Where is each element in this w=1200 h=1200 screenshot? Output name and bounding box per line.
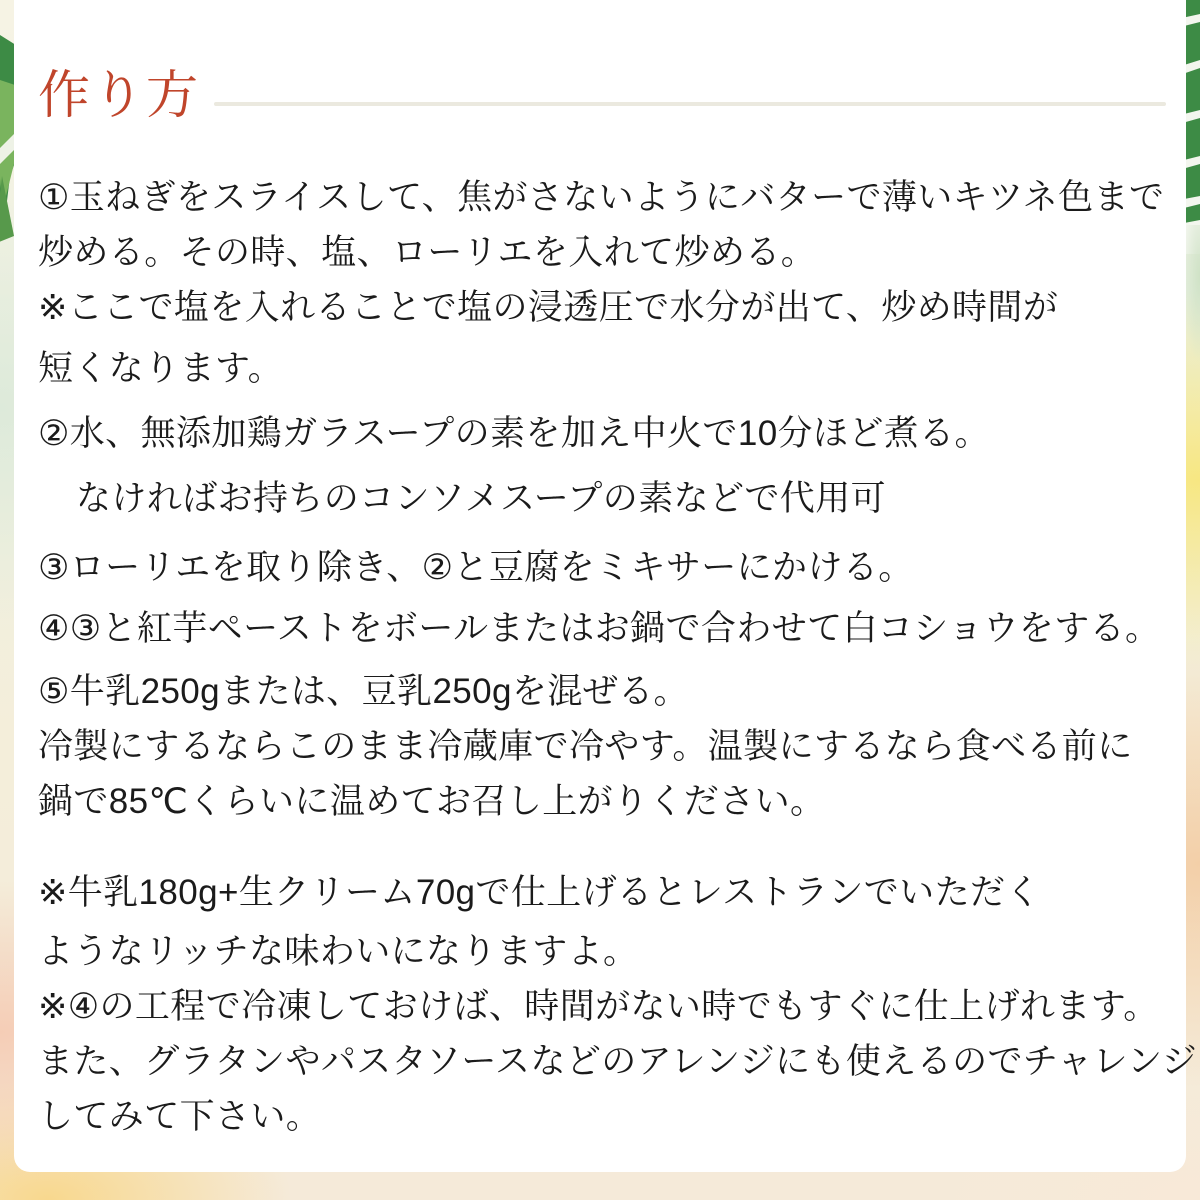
recipe-line: また、グラタンやパスタソースなどのアレンジにも使えるのでチャレンジ [38, 1042, 1198, 1081]
recipe-card [14, 0, 1198, 1172]
recipe-instructions [38, 170, 1198, 1144]
recipe-line: ⑤牛乳250gまたは、豆乳250gを混ぜる。 [38, 672, 689, 711]
recipe-line: してみて下さい。 [38, 1097, 322, 1136]
recipe-line: ※④の工程で冷凍しておけば、時間がない時でもすぐに仕上げれます。 [38, 987, 1159, 1026]
recipe-line: 冷製にするならこのまま冷蔵庫で冷やす。温製にするなら食べる前に [38, 727, 1133, 766]
recipe-line: なければお持ちのコンソメスープの素などで代用可 [76, 479, 887, 518]
recipe-line: ※ここで塩を入れることで塩の浸透圧で水分が出て、炒め時間が [38, 288, 1059, 327]
recipe-line: ①玉ねぎをスライスして、焦がさないようにバターで薄いキツネ色まで [38, 178, 1165, 217]
recipe-line: ※牛乳180g+生クリーム70gで仕上げるとレストランでいただく [38, 873, 1041, 912]
recipe-line: ②水、無添加鶏ガラスープの素を加え中火で10分ほど煮る。 [38, 414, 990, 453]
title-divider [214, 102, 1166, 106]
section-header [38, 64, 1166, 128]
recipe-line: 炒める。その時、塩、ローリエを入れて炒める。 [38, 233, 817, 272]
recipe-line: 鍋で85℃くらいに温めてお召し上がりください。 [38, 782, 826, 821]
recipe-line: 短くなります。 [38, 349, 284, 388]
recipe-line: ③ローリエを取り除き、②と豆腐をミキサーにかける。 [38, 548, 914, 587]
page-title: 作り方 [38, 67, 201, 125]
recipe-line: ようなリッチな味わいになりますよ。 [38, 932, 639, 971]
recipe-line: ④③と紅芋ペーストをボールまたはお鍋で合わせて白コショウをする。 [38, 609, 1161, 648]
